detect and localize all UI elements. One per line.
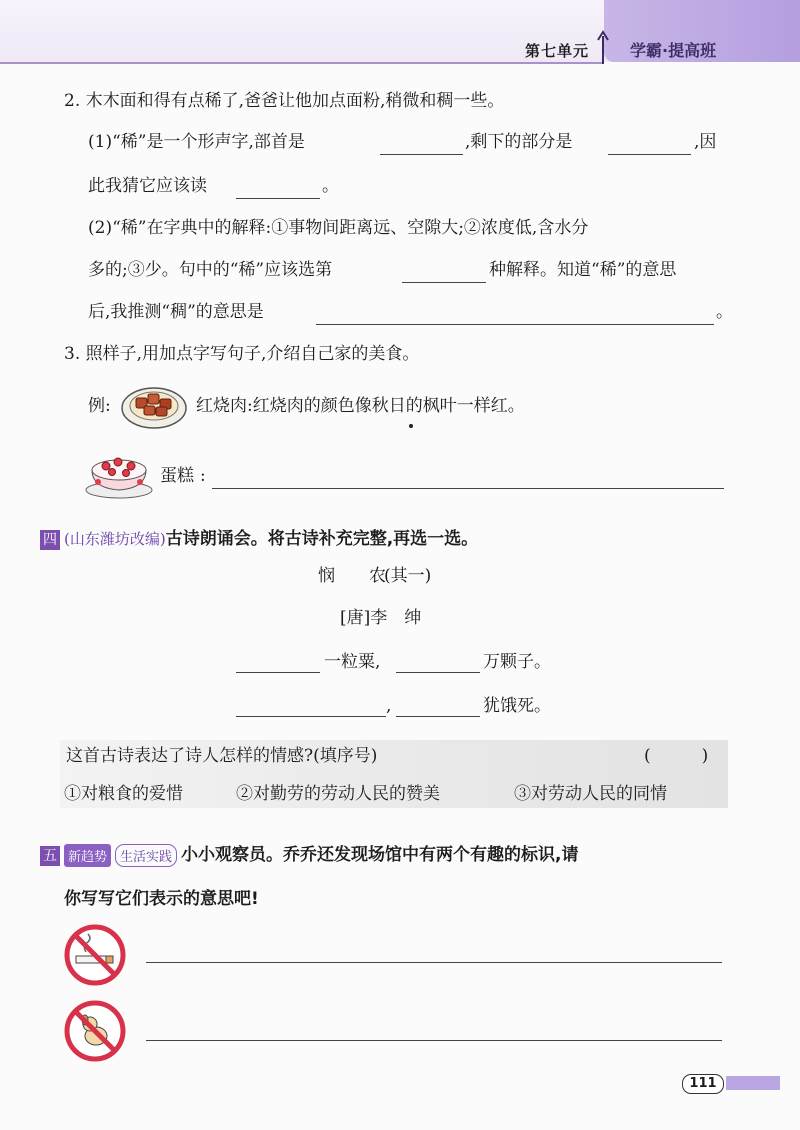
- unit-label: 第七单元: [525, 42, 590, 60]
- q2-part2-c: 种解释。知道“稀”的意思: [489, 260, 677, 280]
- emphasis-dot: [409, 424, 413, 428]
- q2-part2-b: 多的;③少。句中的“稀”应该选第: [88, 260, 333, 280]
- example-label: 例:: [88, 396, 111, 416]
- answer-parentheses[interactable]: ( ): [644, 746, 709, 766]
- poem-blank-3[interactable]: [236, 716, 386, 717]
- poem-blank-4[interactable]: [396, 716, 480, 717]
- poem-author: [唐]李 绅: [340, 608, 422, 628]
- cake-icon: [84, 444, 154, 500]
- pronunciation-blank[interactable]: [236, 198, 320, 199]
- series-title: 学霸·提高班: [630, 41, 717, 60]
- emotion-question: 这首古诗表达了诗人怎样的情感?(填序号): [66, 746, 378, 766]
- poem-blank-2[interactable]: [396, 672, 480, 673]
- q3-stem: 3. 照样子,用加点字写句子,介绍自己家的美食。: [64, 344, 420, 364]
- q2-stem: 2. 木木面和得有点稀了,爸爸让他加点面粉,稍微和稠一些。: [64, 91, 505, 111]
- poem-line2-end: 犹饿死。: [483, 696, 551, 716]
- poem-line1-end: 万颗子。: [483, 652, 551, 672]
- q2-part1-c: ,因: [694, 132, 717, 152]
- section-title-cont: 你写写它们表示的意思吧!: [64, 889, 259, 909]
- practice-tag: 生活实践: [115, 844, 177, 867]
- example-sentence: :红烧肉的颜色像秋日的枫叶一样红。: [247, 396, 525, 416]
- poem-line2-sep: ,: [386, 696, 392, 716]
- q2-part2-d: 后,我推测“稠”的意思是: [88, 302, 264, 322]
- cake-sentence-blank[interactable]: [212, 488, 724, 489]
- q2-part2-a: (2)“稀”在字典中的解释:①事物间距离远、空隙大;②浓度低,含水分: [88, 218, 589, 238]
- example-food: 红烧肉: [196, 396, 247, 416]
- section-title: 古诗朗诵会。将古诗补充完整,再选一选。: [165, 529, 479, 549]
- section-four-heading: [40, 524, 478, 550]
- no-pets-sign-icon: [64, 1000, 126, 1062]
- option-2: ②对勤劳的劳动人民的赞美: [236, 784, 440, 804]
- section-title: 小小观察员。乔乔还发现场馆中有两个有趣的标识,请: [181, 845, 579, 865]
- braised-pork-dish-icon: [120, 382, 188, 430]
- q2-part1-d: 此我猜它应该读: [88, 176, 207, 196]
- task-colon: :: [200, 466, 206, 486]
- source-note: (山东潍坊改编): [64, 530, 166, 548]
- remainder-blank[interactable]: [608, 154, 691, 155]
- page-number-bar: [726, 1076, 780, 1090]
- poem-blank-1[interactable]: [236, 672, 320, 673]
- q2-part2-e: 。: [716, 302, 733, 322]
- poem-subtitle: (其一): [384, 566, 432, 586]
- chou-meaning-blank[interactable]: [316, 324, 714, 325]
- radical-blank[interactable]: [380, 154, 463, 155]
- option-1: ①对粮食的爱惜: [64, 784, 183, 804]
- trend-tag: 新趋势: [64, 844, 111, 867]
- meaning-number-blank[interactable]: [402, 282, 486, 283]
- section-five-heading: [40, 840, 579, 867]
- page-number: 111: [682, 1074, 724, 1094]
- section-number: 四: [40, 530, 60, 550]
- task-food: 蛋糕: [160, 466, 194, 486]
- q2-part1-b: ,剩下的部分是: [465, 132, 573, 152]
- section-number: 五: [40, 846, 60, 866]
- no-smoking-sign-icon: [64, 924, 126, 986]
- option-3: ③对劳动人民的同情: [514, 784, 667, 804]
- arrow-decoration-icon: [596, 30, 610, 64]
- q2-part1-a: (1)“稀”是一个形声字,部首是: [88, 132, 305, 152]
- sign-2-answer-line[interactable]: [146, 1040, 722, 1041]
- q2-part1-e: 。: [322, 176, 339, 196]
- poem-title: 悯 农: [318, 566, 386, 586]
- poem-line1-mid: 一粒粟,: [324, 652, 381, 672]
- header-rule: [0, 62, 604, 64]
- sign-1-answer-line[interactable]: [146, 962, 722, 963]
